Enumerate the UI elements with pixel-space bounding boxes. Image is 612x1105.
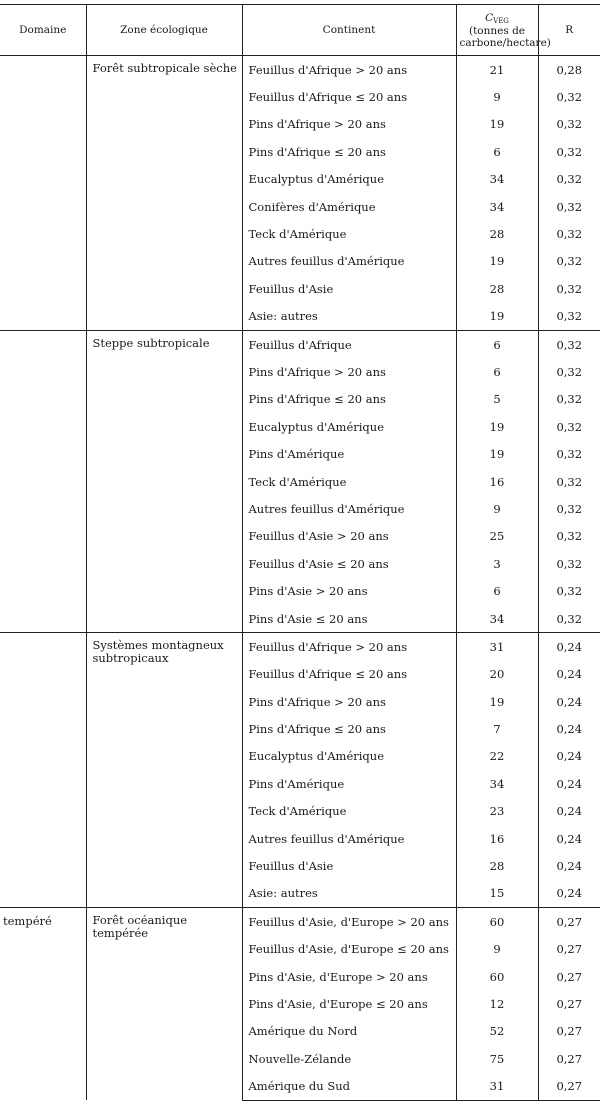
cell-r: 0,24	[538, 798, 600, 825]
cell-r: 0,27	[538, 990, 600, 1017]
cell-cveg: 5	[456, 386, 538, 413]
cell-r: 0,32	[538, 303, 600, 331]
cell-domain	[0, 633, 86, 908]
cell-continent: Feuillus d'Asie ≤ 20 ans	[242, 550, 456, 577]
cell-r: 0,24	[538, 852, 600, 879]
cell-continent: Eucalyptus d'Amérique	[242, 166, 456, 193]
cell-cveg: 28	[456, 275, 538, 302]
table-header-row	[0, 5, 600, 56]
cell-cveg: 28	[456, 852, 538, 879]
cell-r: 0,32	[538, 468, 600, 495]
cell-cveg: 34	[456, 193, 538, 220]
cell-cveg: 6	[456, 358, 538, 385]
cell-cveg: 52	[456, 1018, 538, 1045]
cell-cveg: 22	[456, 743, 538, 770]
table-row	[0, 633, 600, 661]
cell-cveg: 20	[456, 661, 538, 688]
cell-continent: Autres feuillus d'Amérique	[242, 495, 456, 522]
cell-r: 0,32	[538, 605, 600, 633]
cell-r: 0,27	[538, 936, 600, 963]
cell-cveg: 25	[456, 523, 538, 550]
cell-r: 0,27	[538, 963, 600, 990]
cell-r: 0,24	[538, 743, 600, 770]
cell-continent: Feuillus d'Asie, d'Europe > 20 ans	[242, 908, 456, 936]
cell-cveg: 7	[456, 715, 538, 742]
cell-r: 0,32	[538, 138, 600, 165]
header-cveg-unit: (tonnes de carbone/hectare)	[459, 24, 551, 49]
cell-r: 0,27	[538, 1018, 600, 1045]
cell-r: 0,32	[538, 166, 600, 193]
cell-r: 0,32	[538, 275, 600, 302]
cell-continent: Feuillus d'Afrique	[242, 330, 456, 358]
cell-continent: Pins d'Afrique > 20 ans	[242, 688, 456, 715]
cell-cveg: 34	[456, 166, 538, 193]
cell-cveg: 34	[456, 605, 538, 633]
cell-zone: Forêt subtropicale sèche	[86, 56, 242, 331]
cell-zone: Steppe subtropicale	[86, 330, 242, 632]
cell-domain	[0, 56, 86, 331]
header-domain: Domaine	[0, 5, 86, 56]
header-continent: Continent	[242, 5, 456, 56]
cell-cveg: 19	[456, 413, 538, 440]
cell-r: 0,32	[538, 495, 600, 522]
cell-cveg: 12	[456, 990, 538, 1017]
cell-continent: Autres feuillus d'Amérique	[242, 248, 456, 275]
cell-continent: Pins d'Afrique > 20 ans	[242, 358, 456, 385]
cell-cveg: 21	[456, 56, 538, 84]
cell-cveg: 9	[456, 495, 538, 522]
cell-continent: Teck d'Amérique	[242, 798, 456, 825]
cell-r: 0,27	[538, 1072, 600, 1100]
cell-r: 0,24	[538, 688, 600, 715]
cell-r: 0,32	[538, 111, 600, 138]
cell-continent: Pins d'Asie ≤ 20 ans	[242, 605, 456, 633]
cell-continent: Asie: autres	[242, 303, 456, 331]
cell-continent: Pins d'Afrique ≤ 20 ans	[242, 715, 456, 742]
cell-r: 0,24	[538, 715, 600, 742]
cell-cveg: 19	[456, 688, 538, 715]
cell-continent: Feuillus d'Afrique > 20 ans	[242, 56, 456, 84]
cell-r: 0,32	[538, 248, 600, 275]
cell-cveg: 60	[456, 908, 538, 936]
cell-cveg: 9	[456, 83, 538, 110]
cell-cveg: 75	[456, 1045, 538, 1072]
header-zone: Zone écologique	[86, 5, 242, 56]
cell-r: 0,32	[538, 550, 600, 577]
cell-r: 0,32	[538, 440, 600, 467]
cell-cveg: 6	[456, 138, 538, 165]
cell-continent: Feuillus d'Asie, d'Europe ≤ 20 ans	[242, 936, 456, 963]
cell-continent: Feuillus d'Afrique ≤ 20 ans	[242, 83, 456, 110]
cell-cveg: 6	[456, 577, 538, 604]
cell-r: 0,24	[538, 825, 600, 852]
cell-cveg: 9	[456, 936, 538, 963]
carbon-stock-table	[0, 4, 600, 1101]
cell-continent: Teck d'Amérique	[242, 220, 456, 247]
cell-continent: Amérique du Nord	[242, 1018, 456, 1045]
cell-continent: Feuillus d'Asie > 20 ans	[242, 523, 456, 550]
cell-r: 0,27	[538, 908, 600, 936]
cell-r: 0,32	[538, 413, 600, 440]
cell-cveg: 19	[456, 440, 538, 467]
cell-r: 0,32	[538, 577, 600, 604]
cell-continent: Amérique du Sud	[242, 1072, 456, 1100]
cell-r: 0,24	[538, 661, 600, 688]
cell-continent: Feuillus d'Afrique > 20 ans	[242, 633, 456, 661]
cell-r: 0,32	[538, 220, 600, 247]
cell-continent: Feuillus d'Asie	[242, 852, 456, 879]
cell-r: 0,28	[538, 56, 600, 84]
cell-cveg: 15	[456, 880, 538, 908]
cell-r: 0,32	[538, 386, 600, 413]
cell-continent: Autres feuillus d'Amérique	[242, 825, 456, 852]
cell-r: 0,32	[538, 358, 600, 385]
cell-cveg: 3	[456, 550, 538, 577]
cell-domain	[0, 330, 86, 632]
table-row	[0, 330, 600, 358]
cell-continent: Pins d'Afrique ≤ 20 ans	[242, 138, 456, 165]
cell-continent: Asie: autres	[242, 880, 456, 908]
cell-r: 0,32	[538, 83, 600, 110]
table-body	[0, 56, 600, 1101]
cell-cveg: 19	[456, 111, 538, 138]
cell-r: 0,24	[538, 880, 600, 908]
cell-cveg: 34	[456, 770, 538, 797]
header-r: R	[538, 5, 600, 56]
cell-r: 0,32	[538, 193, 600, 220]
cell-r: 0,32	[538, 523, 600, 550]
cell-continent: Feuillus d'Asie	[242, 275, 456, 302]
cell-continent: Pins d'Afrique > 20 ans	[242, 111, 456, 138]
cell-cveg: 31	[456, 633, 538, 661]
cell-continent: Pins d'Afrique ≤ 20 ans	[242, 386, 456, 413]
cell-zone: Forêt océanique tempérée	[86, 908, 242, 1101]
cell-cveg: 60	[456, 963, 538, 990]
cell-cveg: 16	[456, 825, 538, 852]
cell-continent: Eucalyptus d'Amérique	[242, 743, 456, 770]
cell-continent: Nouvelle-Zélande	[242, 1045, 456, 1072]
table-row	[0, 56, 600, 84]
cell-continent: Eucalyptus d'Amérique	[242, 413, 456, 440]
cell-cveg: 16	[456, 468, 538, 495]
cell-r: 0,32	[538, 330, 600, 358]
cell-continent: Conifères d'Amérique	[242, 193, 456, 220]
cell-continent: Pins d'Asie, d'Europe > 20 ans	[242, 963, 456, 990]
header-cveg	[456, 5, 551, 56]
cell-cveg: 28	[456, 220, 538, 247]
cell-cveg: 31	[456, 1072, 538, 1100]
cell-continent: Pins d'Amérique	[242, 440, 456, 467]
table-row	[0, 908, 600, 936]
cell-domain: tempéré	[0, 908, 86, 1101]
cell-zone: Systèmes montagneux subtropicaux	[86, 633, 242, 908]
cell-continent: Teck d'Amérique	[242, 468, 456, 495]
cell-cveg: 6	[456, 330, 538, 358]
cell-r: 0,24	[538, 770, 600, 797]
cell-r: 0,24	[538, 633, 600, 661]
cell-continent: Pins d'Amérique	[242, 770, 456, 797]
cell-cveg: 23	[456, 798, 538, 825]
cell-cveg: 19	[456, 248, 538, 275]
cell-r: 0,27	[538, 1045, 600, 1072]
cell-continent: Pins d'Asie, d'Europe ≤ 20 ans	[242, 990, 456, 1017]
cell-cveg: 19	[456, 303, 538, 331]
header-cveg-symbol: C	[485, 11, 494, 24]
header-cveg-sub: VEG	[493, 16, 509, 25]
cell-continent: Feuillus d'Afrique ≤ 20 ans	[242, 661, 456, 688]
cell-continent: Pins d'Asie > 20 ans	[242, 577, 456, 604]
